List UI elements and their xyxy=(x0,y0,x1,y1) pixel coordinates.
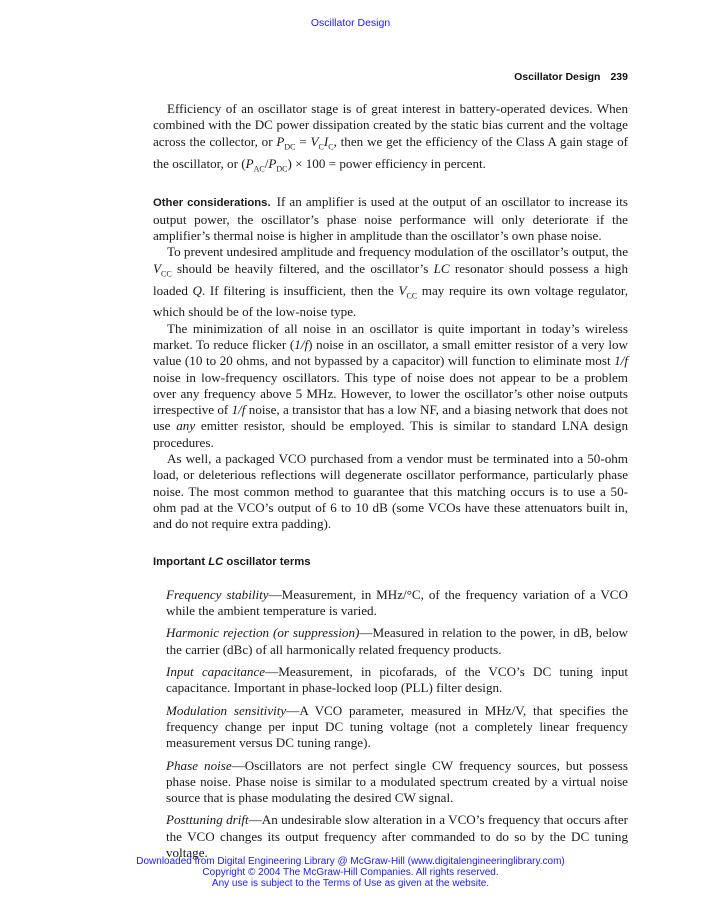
term-entry xyxy=(153,758,628,807)
paragraph-vco-termination: As well, a packaged VCO purchased from a vendor must be terminated into a 50-ohm load, or deleterious reflections will degenerate oscillator performance, particularly phase noise. The most common method to guarantee that this matching occurs is to use a 50-ohm pad at the VCO’s output of 6 to 10 dB (some VCOs have these attenuators built in, and do not require extra padding). xyxy=(153,451,628,532)
term-definition: —An undesirable slow alteration in a VCO’s frequency that occurs after the VCO changes its output frequency after commanded to do so by the DC tuning voltage. xyxy=(166,812,628,861)
term-entry xyxy=(153,587,628,620)
term-entry xyxy=(153,812,628,861)
term-name: Phase noise xyxy=(166,757,232,773)
paragraph-other-considerations: Other considerations. If an amplifier is used at the output of an oscillator to increase its output power, the oscillator’s phase noise performance will only deteriorate if the amplifier’s thermal noise is higher in amplitude than the oscillator’s own phase noise. xyxy=(153,194,629,243)
term-entry xyxy=(153,664,628,697)
page-body xyxy=(153,101,628,867)
download-footer xyxy=(0,857,701,889)
term-name: Frequency stability xyxy=(166,586,269,602)
term-definition: —Measured in relation to the power, in dB, below the carrier (dBc) of all harmonically related frequency products. xyxy=(166,625,628,657)
term-entry xyxy=(153,703,628,752)
paragraph-modulation: To prevent undesired amplitude and frequency modulation of the oscillator’s output, the $V_{CC}$ should be heavily filtered, and the oscillator’s LC resonator should possess a high loaded Q. If filtering is insufficient, then the $V_{CC}$ may require its own voltage regulator, which should be of the low-noise type. xyxy=(153,244,628,320)
runin-heading-other-considerations: Other considerations. xyxy=(153,197,271,210)
term-name: Harmonic rejection (or suppression) xyxy=(166,625,360,641)
term-entry xyxy=(153,625,628,658)
footer-copyright-link[interactable]: Copyright © 2004 The McGraw-Hill Companies. All rights reserved. xyxy=(202,866,499,878)
paragraph-efficiency: Efficiency of an oscillator stage is of great interest in battery-operated devices. When combined with the DC power dissipation created by the static bias current and the voltage across the collector, or $P_{DC} = V_CI_C$, then we get the efficiency of the Class A gain stage of the oscillator, or $(P_{AC}/P_{DC}) \times 100$ = power efficiency in percent. xyxy=(153,101,629,174)
running-title: Oscillator Design xyxy=(514,71,601,83)
term-definition: —Oscillators are not perfect single CW frequency sources, but possess phase noise. Phase noise is similar to a modulated spectrum created by a virtual noise source that is phase modulating the desired CW signal. xyxy=(166,757,628,806)
footer-terms-link[interactable]: Any use is subject to the Terms of Use as given at the website. xyxy=(211,877,490,889)
section-heading-lc-terms: Important LC oscillator terms xyxy=(153,555,311,568)
term-name: Modulation sensitivity xyxy=(166,702,287,718)
terms-list xyxy=(153,587,628,861)
term-definition: —A VCO parameter, measured in MHz/V, that specifies the frequency change per input DC tuning voltage (not a completely linear frequency measurement versus DC tuning range). xyxy=(166,702,628,751)
term-name: Posttuning drift xyxy=(166,812,249,828)
term-definition: —Measurement, in picofarads, of the VCO’s DC tuning input capacitance. Important in phase-locked loop (PLL) filter design. xyxy=(166,664,628,696)
term-name: Input capacitance xyxy=(166,664,266,680)
running-header xyxy=(514,71,628,83)
paragraph-noise: The minimization of all noise in an oscillator is quite important in today’s wireless market. To reduce flicker (1/f) noise in an oscillator, a small emitter resistor of a very low value (10 to 20 ohms, and not bypassed by a capacitor) will function to eliminate most 1/f noise in low-frequency oscillators. This type of noise does not appear to be a problem over any frequency above 5 MHz. However, to lower the oscillator’s other noise outputs irrespective of 1/f noise, a transistor that has a low NF, and a biasing network that does not use any emitter resistor, should be employed. This is similar to standard LNA design procedures. xyxy=(153,320,629,450)
page-number: 239 xyxy=(610,71,628,83)
term-definition: —Measurement, in MHz/°C, of the frequency variation of a VCO while the ambient temperature is varied. xyxy=(166,586,628,619)
top-chapter-link[interactable]: Oscillator Design xyxy=(310,17,391,29)
footer-download-link[interactable]: Downloaded from Digital Engineering Library @ McGraw-Hill (www.digitalengineeringlibrary.com) xyxy=(136,856,565,867)
